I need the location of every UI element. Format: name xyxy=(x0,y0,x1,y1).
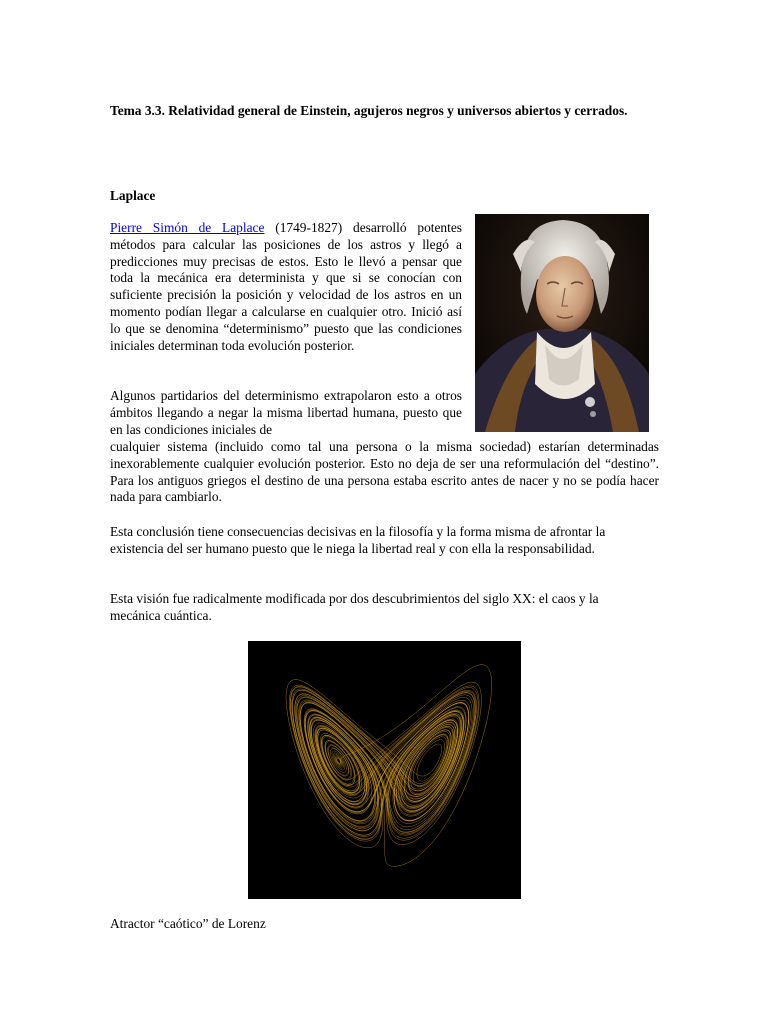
paragraph-chaos-quantum: Esta visión fue radicalmente modificada por dos descubrimientos del siglo XX: el caos y la mecánica cuántica. xyxy=(110,591,599,623)
lorenz-attractor-image xyxy=(248,641,521,899)
paragraph-consequences: Esta conclusión tiene consecuencias decisivas en la filosofía y la forma misma de afrontar la existencia del ser humano puesto que le niega la libertad real y con ella la responsabilidad. xyxy=(110,524,606,556)
paragraph-determinism-part1: Algunos partidarios del determinismo extrapolaron esto a otros ámbitos llegando a negar la misma libertad humana, puesto que en las condiciones iniciales de xyxy=(110,388,462,437)
section-heading-laplace: Laplace xyxy=(110,188,156,203)
laplace-link[interactable]: Pierre Simón de Laplace xyxy=(110,220,265,235)
paragraph-laplace-intro xyxy=(110,220,462,354)
paragraph-determinism-part2: cualquier sistema (incluido como tal una persona o la misma sociedad) estarían determinadas inexorablemente cualquier evolución posterior. Esto no deja de ser una reformulación del “destino”. Para los antiguos griegos el destino de una persona estaba escrito antes de nacer y no se podía hacer nada para cambiarlo. xyxy=(110,439,659,505)
paragraph-laplace-intro-text: (1749-1827) desarrolló potentes métodos para calcular las posiciones de los astros y llegó a predicciones muy precisas de estos. Esto le llevó a pensar que toda la mecánica era determinista y que si se conocían con suficiente precisión la posición y velocidad de los astros en un momento podían llegar a calcularse en cualquier otro. Inició así lo que se denomina “determinismo” puesto que las condiciones iniciales determinan toda evolución posterior. xyxy=(110,220,462,353)
lorenz-attractor-figure xyxy=(248,641,521,899)
figure-caption: Atractor “caótico” de Lorenz xyxy=(110,916,266,931)
laplace-portrait-image xyxy=(475,214,649,432)
portrait-illustration xyxy=(475,214,649,432)
document-title: Tema 3.3. Relatividad general de Einstein, agujeros negros y universos abiertos y cerrados. xyxy=(110,103,628,118)
